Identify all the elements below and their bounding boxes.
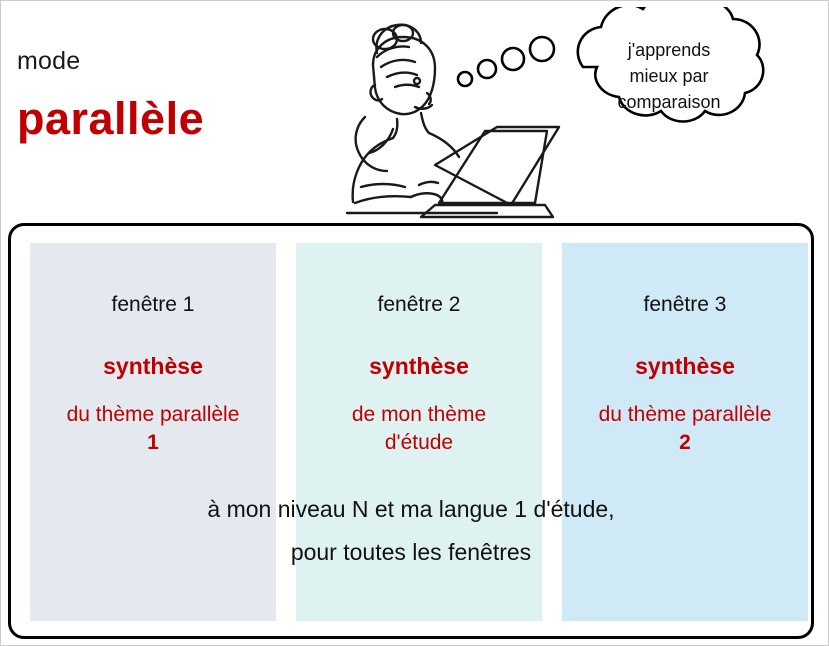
window-3-title: fenêtre 3 bbox=[643, 293, 727, 316]
window-column-1 bbox=[30, 243, 276, 621]
window-column-2 bbox=[296, 243, 542, 621]
window-1-synthesis-label: synthèse bbox=[103, 353, 203, 379]
thought-bubble-text bbox=[579, 37, 759, 115]
thought-bubble-line-2: mieux par bbox=[629, 66, 709, 87]
window-2-description bbox=[296, 401, 542, 458]
windows-panel bbox=[8, 223, 814, 639]
window-2-title: fenêtre 2 bbox=[377, 293, 461, 316]
window-2-description-line-1: de mon thème bbox=[351, 403, 487, 426]
window-3-description bbox=[562, 401, 808, 458]
window-column-3 bbox=[562, 243, 808, 621]
window-1-description-line-1: du thème parallèle bbox=[66, 403, 240, 426]
window-3-description-line-1: du thème parallèle bbox=[598, 403, 772, 426]
footer-note-line-1: à mon niveau N et ma langue 1 d'étude, bbox=[207, 496, 615, 522]
mode-label: mode bbox=[17, 47, 81, 75]
window-1-description-line-2: 1 bbox=[147, 431, 159, 455]
window-2-description-line-2: d'étude bbox=[384, 431, 454, 455]
window-1-description bbox=[30, 401, 276, 458]
window-3-description-line-2: 2 bbox=[679, 431, 691, 455]
footer-note-line-2: pour toutes les fenêtres bbox=[290, 538, 532, 565]
window-3-synthesis-label: synthèse bbox=[635, 353, 735, 379]
thought-bubble-line-1: j'apprends bbox=[627, 40, 711, 60]
thought-bubble-line-3: comparaison bbox=[617, 92, 721, 113]
header bbox=[1, 1, 829, 223]
window-1-title: fenêtre 1 bbox=[111, 293, 195, 316]
window-2-synthesis-label: synthèse bbox=[369, 353, 469, 379]
page-title: parallèle bbox=[17, 93, 205, 144]
